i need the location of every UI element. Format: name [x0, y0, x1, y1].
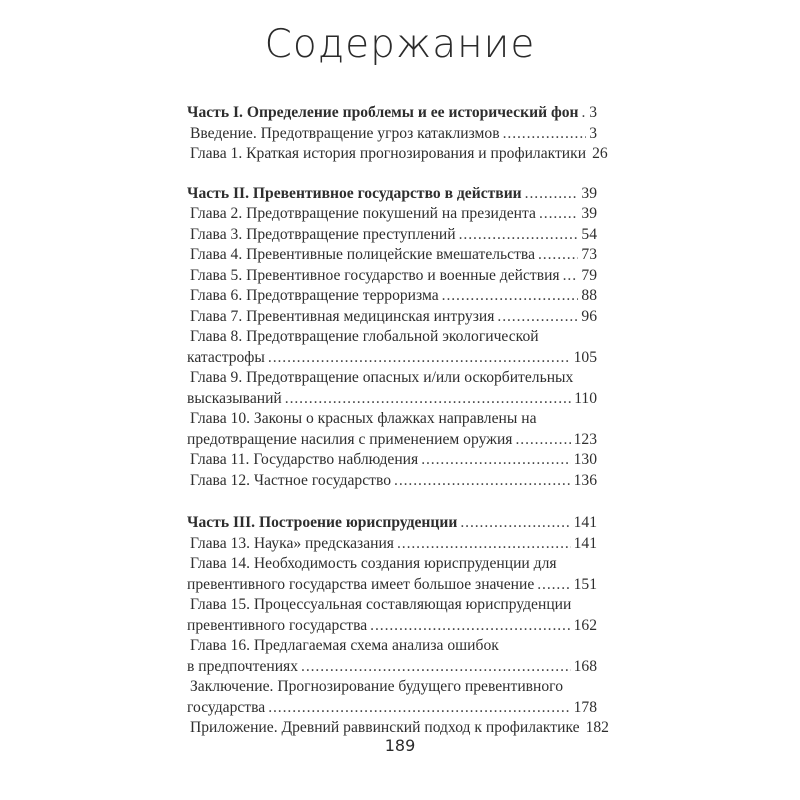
section-spacer — [187, 491, 597, 513]
toc-entry-continuation-label: высказываний — [187, 389, 282, 407]
dot-leader — [370, 616, 570, 637]
toc-entry-label: Глава 1. Краткая история прогнозирования и профилактики — [190, 145, 587, 162]
toc-entry-label: Глава 14. Необходимость создания юриспруденции для — [190, 555, 557, 572]
toc-entry[interactable] — [187, 534, 597, 555]
toc-entry-page: 141 — [573, 534, 597, 552]
dot-leader — [397, 534, 571, 555]
toc-entry-page: 96 — [581, 307, 597, 325]
dot-leader — [442, 286, 579, 307]
toc-entry-page: 130 — [573, 451, 597, 468]
toc-entry-label: Глава 7. Превентивная медицинская интрузия — [190, 307, 495, 325]
toc-entry-continuation — [187, 698, 597, 719]
dot-leader — [459, 225, 579, 246]
toc-entry-page: 136 — [573, 471, 597, 489]
page-title: Содержание — [264, 22, 536, 67]
toc-part-page: 3 — [589, 104, 597, 121]
dot-leader — [460, 513, 570, 534]
dot-leader — [503, 124, 587, 145]
toc-part[interactable] — [187, 184, 597, 205]
toc-entry-page: 3 — [589, 124, 597, 142]
toc-part[interactable] — [187, 513, 597, 534]
toc-entry-page: 26 — [592, 145, 608, 162]
toc-part-page: 39 — [581, 184, 597, 202]
dot-leader — [525, 184, 579, 205]
toc-entry-label: Введение. Предотвращение угроз катаклизмов — [190, 124, 500, 142]
toc-part[interactable] — [187, 103, 597, 124]
toc-entry-label: Глава 12. Частное государство — [190, 471, 392, 489]
toc-entry[interactable] — [187, 409, 597, 450]
toc-entry[interactable] — [187, 554, 597, 595]
dot-leader — [421, 450, 570, 471]
toc-entry[interactable] — [187, 204, 597, 225]
toc-entry-continuation-page: 110 — [574, 389, 597, 407]
toc-entry-page: 79 — [581, 266, 597, 284]
toc-entry-continuation — [187, 389, 597, 410]
toc-part-page: 141 — [573, 514, 597, 531]
section-spacer — [187, 165, 597, 184]
toc-entry[interactable] — [187, 327, 597, 368]
dot-leader — [582, 103, 587, 124]
toc-entry-continuation-page: 178 — [573, 698, 597, 716]
toc-entry-page: 54 — [581, 225, 597, 243]
dot-leader — [394, 471, 571, 492]
toc-entry-continuation-label: превентивного государства имеет большое значение — [187, 575, 535, 593]
toc-entry-page: 182 — [585, 719, 609, 736]
toc-entry[interactable] — [187, 595, 597, 636]
toc-part-label: Часть I. Определение проблемы и ее исторический фон — [187, 104, 579, 121]
toc-entry-label: Глава 8. Предотвращение глобальной экологической — [190, 328, 539, 345]
toc-entry-continuation-label: предотвращение насилия с применением оружия — [187, 430, 513, 448]
toc-entry-continuation — [187, 348, 597, 369]
page-number: 189 — [384, 736, 416, 755]
toc-part-label: Часть III. Построение юриспруденции — [187, 514, 458, 531]
table-of-contents — [187, 103, 609, 739]
toc-entry-label: Заключение. Прогнозирование будущего превентивного — [190, 678, 563, 695]
toc-entry-label: Глава 3. Предотвращение преступлений — [190, 225, 456, 243]
toc-entry-continuation-label: превентивного государства — [187, 616, 368, 634]
toc-entry-label: Глава 4. Превентивные полицейские вмешательства — [190, 246, 535, 263]
toc-entry-continuation — [187, 575, 597, 596]
toc-entry-continuation-page: 151 — [573, 575, 597, 593]
toc-entry[interactable] — [187, 144, 608, 165]
toc-entry-label: Приложение. Древний раввинский подход к профилактике — [190, 719, 580, 736]
dot-leader — [301, 657, 571, 678]
toc-entry-label: Глава 6. Предотвращение терроризма — [190, 287, 439, 304]
toc-entry-label: Глава 11. Государство наблюдения — [190, 451, 419, 468]
toc-entry[interactable] — [187, 286, 597, 307]
toc-entry-continuation-page: 168 — [573, 657, 597, 675]
dot-leader — [285, 389, 571, 410]
toc-entry-page: 39 — [581, 205, 597, 222]
toc-entry-page: 73 — [581, 246, 597, 263]
toc-entry-label: Глава 16. Предлагаемая схема анализа ошибок — [190, 637, 499, 654]
toc-entry-label: Глава 9. Предотвращение опасных и/или оскорбительных — [190, 369, 574, 386]
dot-leader — [497, 307, 578, 328]
toc-entry-label: Глава 15. Процессуальная составляющая юриспруденции — [190, 596, 572, 613]
toc-entry-continuation — [187, 616, 597, 637]
dot-leader — [539, 204, 578, 225]
toc-entry-continuation-label: в предпочтениях — [187, 657, 299, 675]
dot-leader — [538, 245, 578, 266]
toc-entry-page: 88 — [581, 287, 597, 304]
toc-entry[interactable] — [187, 677, 597, 718]
toc-entry[interactable] — [187, 368, 597, 409]
toc-entry-continuation-page: 105 — [573, 348, 597, 366]
toc-entry-continuation-label: катастрофы — [187, 348, 265, 366]
toc-entry-continuation-page: 123 — [573, 430, 597, 448]
toc-entry[interactable] — [187, 307, 597, 328]
toc-entry-label: Глава 5. Превентивное государство и военные действия — [190, 266, 560, 284]
toc-entry[interactable] — [187, 471, 597, 492]
toc-entry[interactable] — [187, 266, 597, 287]
toc-entry-continuation — [187, 430, 597, 451]
toc-entry[interactable] — [187, 124, 597, 145]
toc-entry-continuation-page: 162 — [573, 616, 597, 634]
toc-entry-label: Глава 2. Предотвращение покушений на президента — [190, 205, 536, 222]
toc-entry-label: Глава 13. Наука» предсказания — [190, 534, 394, 552]
dot-leader — [515, 430, 570, 451]
dot-leader — [268, 698, 570, 719]
toc-entry-continuation-label: государства — [187, 698, 266, 716]
toc-part-label: Часть II. Превентивное государство в действии — [187, 184, 522, 202]
toc-entry[interactable] — [187, 225, 597, 246]
toc-entry-label: Глава 10. Законы о красных флажках направлены на — [190, 410, 537, 427]
dot-leader — [268, 348, 571, 369]
toc-entry-continuation — [187, 657, 597, 678]
toc-entry[interactable] — [187, 450, 597, 471]
dot-leader — [537, 575, 570, 596]
toc-entry[interactable] — [187, 245, 597, 266]
dot-leader — [563, 266, 579, 287]
toc-entry[interactable] — [187, 636, 597, 677]
